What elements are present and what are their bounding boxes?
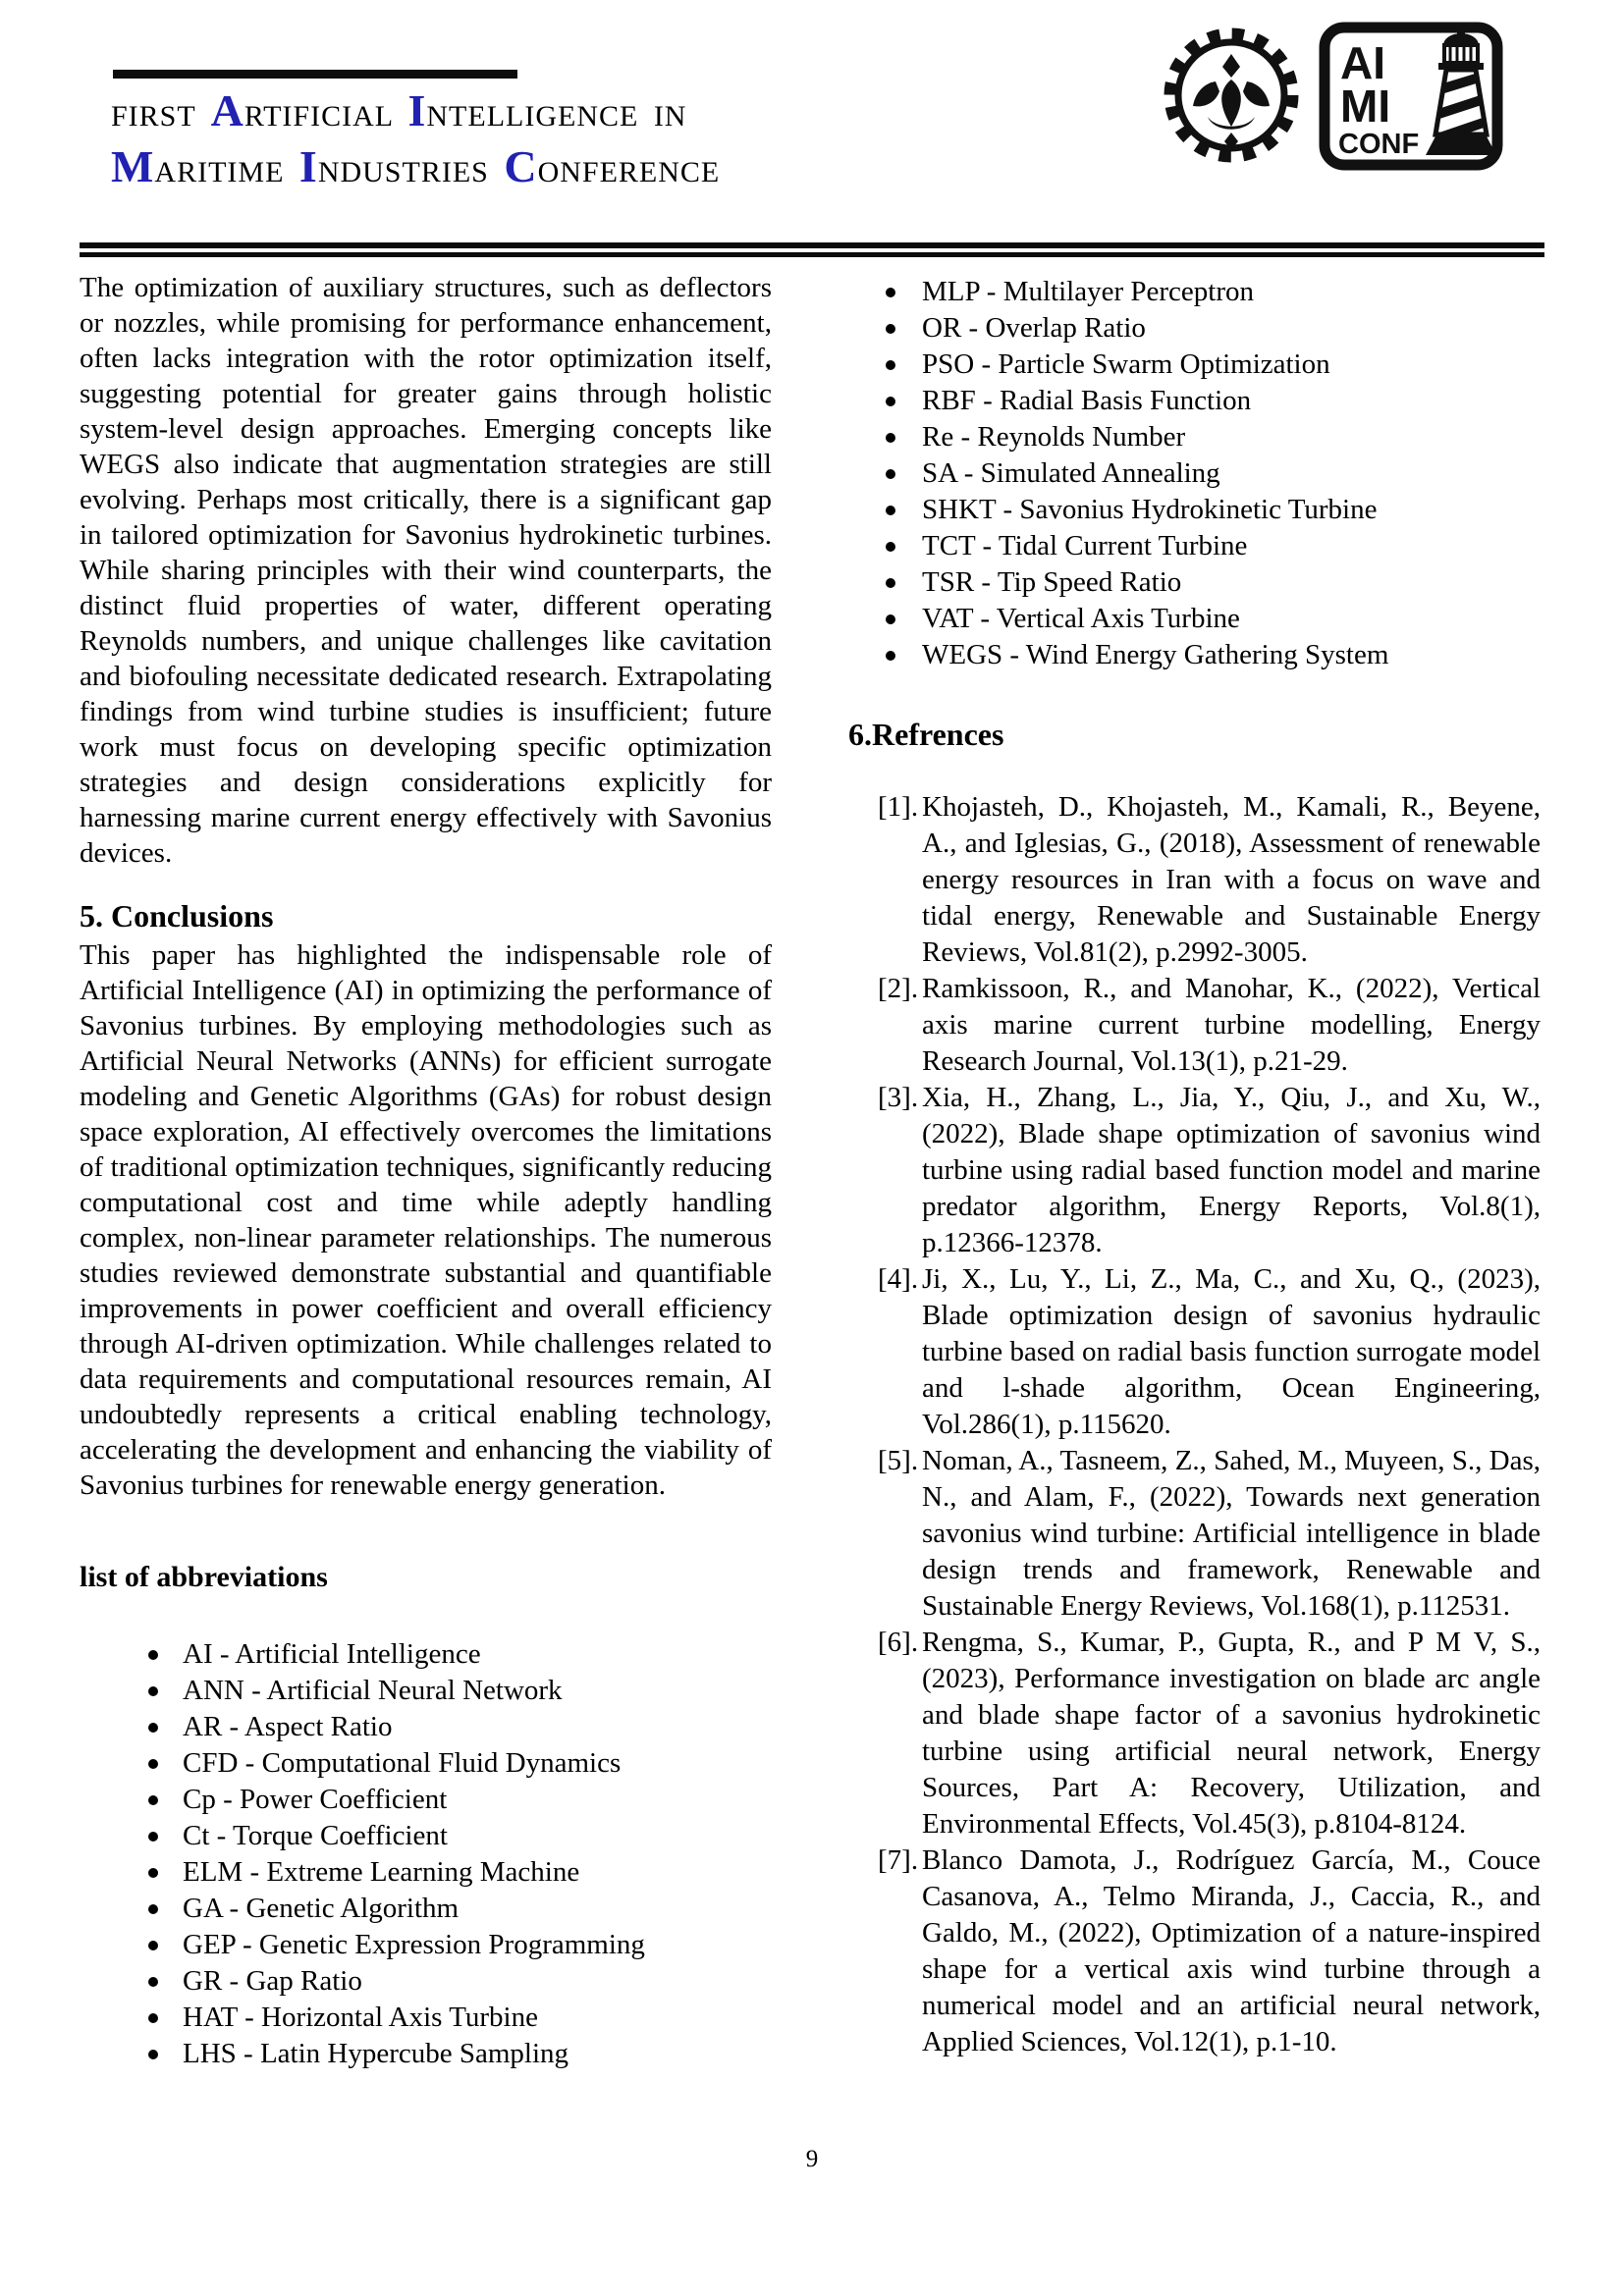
abbreviation-item	[80, 2036, 772, 2072]
abbreviation-text: MLP - Multilayer Perceptron	[922, 276, 1254, 307]
abbreviation-text: LHS - Latin Hypercube Sampling	[183, 2038, 569, 2069]
abbreviation-item	[80, 1891, 772, 1927]
abbreviation-text: SA - Simulated Annealing	[922, 457, 1220, 489]
title-initial: A	[210, 85, 244, 135]
conclusions-paragraph: This paper has highlighted the indispensable role of Artificial Intelligence (AI) in optimizing the performance of Savonius turbines. By employing methodologies such as Artificial Neural Networks (ANNs) for efficient surrogate modeling and Genetic Algorithms (GAs) for robust design space exploration, AI effectively overcomes the limitations of traditional optimization techniques, significantly reducing computational cost and time while adeptly handling complex, non-linear parameter relationships. The numerous studies reviewed demonstrate substantial and quantifiable improvements in power coefficient and overall efficiency through AI-driven optimization. While challenges related to data requirements and computational resources remain, AI undoubtedly represents a critical enabling technology, accelerating the development and enhancing the viability of Savonius turbines for renewable energy generation.	[80, 939, 772, 1501]
abbreviation-item	[80, 1745, 772, 1782]
reference-item	[848, 1443, 1541, 1625]
abbreviation-text: ELM - Extreme Learning Machine	[183, 1856, 580, 1888]
abbreviation-item	[80, 1818, 772, 1854]
reference-number: [4].	[878, 1263, 919, 1295]
reference-text: Ji, X., Lu, Y., Li, Z., Ma, C., and Xu, Q., (2023), Blade optimization design of savonius hydraulic turbine based on radial basis function surrogate model and l-shade algorithm, Ocean Engineering, Vol.286(1), p.115620.	[922, 1263, 1541, 1440]
bullet-icon	[886, 397, 895, 406]
left-column	[80, 270, 772, 2072]
bullet-icon	[886, 542, 895, 552]
divider-rule-top	[80, 242, 1544, 248]
abbreviation-item	[80, 1854, 772, 1891]
title-initial: C	[504, 141, 538, 191]
conference-title-line2	[111, 138, 720, 194]
reference-text: Xia, H., Zhang, L., Jia, Y., Qiu, J., and Xu, W., (2022), Blade shape optimization of savonius wind turbine using radial based function model and marine predator algorithm, Energy Reports, Vol.8(1), p.12366-12378.	[922, 1082, 1541, 1258]
abbreviation-item	[80, 1963, 772, 2000]
conference-title-line1	[111, 82, 720, 138]
reference-item	[848, 971, 1541, 1080]
abbreviation-text: SHKT - Savonius Hydrokinetic Turbine	[922, 494, 1378, 525]
page-number: 9	[805, 2146, 819, 2172]
abbreviation-text: AR - Aspect Ratio	[183, 1711, 393, 1742]
bullet-icon	[886, 288, 895, 297]
reference-item	[848, 1625, 1541, 1842]
references-heading: 6.Refrences	[848, 717, 1004, 752]
abbreviation-text: PSO - Particle Swarm Optimization	[922, 348, 1330, 380]
aimi-conf-logo-icon	[1319, 22, 1503, 171]
bullet-icon	[148, 2013, 158, 2023]
title-initial: I	[298, 141, 318, 191]
abbreviation-text: Re - Reynolds Number	[922, 421, 1186, 453]
abbreviation-text: HAT - Horizontal Axis Turbine	[183, 2002, 538, 2033]
reference-number: [2].	[878, 973, 919, 1004]
conference-title	[111, 82, 720, 194]
abbreviation-text: GEP - Genetic Expression Programming	[183, 1929, 645, 1960]
bullet-icon	[148, 1904, 158, 1914]
right-column	[848, 270, 1541, 2072]
abbreviation-item	[848, 383, 1541, 419]
reference-item	[848, 1080, 1541, 1261]
bullet-icon	[148, 1977, 158, 1987]
university-logo-icon	[1158, 22, 1305, 169]
abbreviation-item	[848, 274, 1541, 310]
reference-text: Khojasteh, D., Khojasteh, M., Kamali, R., Beyene, A., and Iglesias, G., (2018), Assessment of renewable energy resources in Iran with a focus on wave and tidal energy, Renewable and Sustainable Energy Reviews, Vol.81(2), p.2992-3005.	[922, 791, 1541, 968]
title-text: ONFERENCE	[537, 156, 721, 188]
reference-item	[848, 1261, 1541, 1443]
reference-text: Rengma, S., Kumar, P., Gupta, R., and P M V, S., (2023), Performance investigation on blade arc angle and blade shape factor of a savonius hydrokinetic turbine using artificial neural network, Energy Sources, Part A: Recovery, Utilization, and Environmental Effects, Vol.45(3), p.8104-8124.	[922, 1627, 1541, 1840]
title-initial: I	[407, 85, 427, 135]
abbreviation-text: OR - Overlap Ratio	[922, 312, 1146, 344]
reference-number: [6].	[878, 1627, 919, 1658]
references-list	[848, 789, 1541, 2060]
abbreviation-item	[848, 601, 1541, 637]
header-rule	[113, 70, 517, 79]
abbreviation-text: RBF - Radial Basis Function	[922, 385, 1252, 416]
reference-text: Ramkissoon, R., and Manohar, K., (2022), Vertical axis marine current turbine modelling, Energy Research Journal, Vol.13(1), p.21-29.	[922, 973, 1541, 1077]
abbreviation-text: VAT - Vertical Axis Turbine	[922, 603, 1240, 634]
bullet-icon	[148, 1686, 158, 1696]
title-text: FIRST	[111, 100, 211, 133]
title-text: NDUSTRIES	[317, 156, 505, 188]
bullet-icon	[148, 1723, 158, 1733]
title-initial: M	[111, 141, 155, 191]
abbreviation-text: WEGS - Wind Energy Gathering System	[922, 639, 1389, 670]
title-text: NTELLIGENCE IN	[426, 100, 687, 133]
abbreviation-text: TSR - Tip Speed Ratio	[922, 566, 1182, 598]
reference-item	[848, 789, 1541, 971]
lighthouse-icon	[1425, 29, 1503, 155]
abbreviation-text: GR - Gap Ratio	[183, 1965, 362, 1997]
abbreviation-item	[848, 455, 1541, 492]
abbreviation-item	[848, 310, 1541, 347]
reference-number: [7].	[878, 1844, 919, 1876]
bullet-icon	[886, 651, 895, 661]
abbreviation-item	[80, 1673, 772, 1709]
reference-item	[848, 1842, 1541, 2060]
bullet-icon	[886, 614, 895, 624]
title-text: ARITIME	[154, 156, 299, 188]
abbreviation-item	[848, 564, 1541, 601]
bullet-icon	[148, 1941, 158, 1950]
abbreviation-text: ANN - Artificial Neural Network	[183, 1675, 563, 1706]
abbreviation-text: Ct - Torque Coefficient	[183, 1820, 448, 1851]
two-column-body	[80, 270, 1544, 2072]
abbreviation-item	[80, 1636, 772, 1673]
abbreviation-item	[80, 1782, 772, 1818]
abbreviation-text: TCT - Tidal Current Turbine	[922, 530, 1248, 561]
aimi-logo-text-ai: AI	[1340, 37, 1385, 88]
bullet-icon	[148, 1650, 158, 1660]
bullet-icon	[148, 1795, 158, 1805]
bullet-icon	[886, 506, 895, 515]
abbreviation-item	[80, 1927, 772, 1963]
abbreviations-heading: list of abbreviations	[80, 1561, 328, 1593]
bullet-icon	[886, 469, 895, 479]
header-logos	[1158, 22, 1503, 171]
abbreviation-item	[848, 492, 1541, 528]
reference-text: Noman, A., Tasneem, Z., Sahed, M., Muyeen, S., Das, N., and Alam, F., (2022), Towards next generation savonius wind turbine: Artificial intelligence in blade design trends and framework, Renewable and Sustainable Energy Reviews, Vol.168(1), p.112531.	[922, 1445, 1541, 1622]
abbreviation-text: Cp - Power Coefficient	[183, 1784, 448, 1815]
title-text: RTIFICIAL	[244, 100, 408, 133]
abbreviations-list-right	[848, 274, 1541, 673]
bullet-icon	[886, 360, 895, 370]
abbreviation-item	[848, 347, 1541, 383]
conclusions-heading: 5. Conclusions	[80, 898, 274, 934]
reference-number: [5].	[878, 1445, 919, 1476]
reference-number: [1].	[878, 791, 919, 823]
bullet-icon	[148, 2050, 158, 2059]
intro-paragraph: The optimization of auxiliary structures, such as deflectors or nozzles, while promising for performance enhancement, often lacks integration with the rotor optimization itself, suggesting potential for greater gains through holistic system-level design approaches. Emerging concepts like WEGS also indicate that augmentation strategies are still evolving. Perhaps most critically, there is a significant gap in tailored optimization for Savonius hydrokinetic turbines. While sharing principles with their wind counterparts, the distinct fluid properties of water, different operating Reynolds numbers, and unique challenges like cavitation and biofouling necessitate dedicated research. Extrapolating findings from wind turbine studies is insufficient; future work must focus on developing specific optimization strategies and design considerations explicitly for harnessing marine current energy effectively with Savonius devices.	[80, 272, 772, 869]
bullet-icon	[148, 1759, 158, 1769]
abbreviation-item	[80, 1709, 772, 1745]
divider-rule-bottom	[80, 252, 1544, 257]
bullet-icon	[148, 1868, 158, 1878]
bullet-icon	[886, 578, 895, 588]
reference-number: [3].	[878, 1082, 919, 1113]
bullet-icon	[886, 324, 895, 334]
abbreviation-item	[848, 528, 1541, 564]
abbreviation-text: AI - Artificial Intelligence	[183, 1638, 481, 1670]
abbreviation-text: GA - Genetic Algorithm	[183, 1893, 460, 1924]
aimi-logo-text-conf: CONF	[1338, 129, 1420, 160]
reference-text: Blanco Damota, J., Rodríguez García, M., Couce Casanova, A., Telmo Miranda, J., Caccia, R., and Galdo, M., (2022), Optimization of a nature-inspired shape for a vertical axis wind turbine through a numerical model and an artificial neural network, Applied Sciences, Vol.12(1), p.1-10.	[922, 1844, 1541, 2057]
abbreviation-item	[80, 2000, 772, 2036]
aimi-logo-text-mi: MI	[1340, 80, 1391, 132]
bullet-icon	[886, 433, 895, 443]
abbreviation-text: CFD - Computational Fluid Dynamics	[183, 1747, 622, 1779]
abbreviation-item	[848, 419, 1541, 455]
bullet-icon	[148, 1832, 158, 1842]
abbreviations-list-left	[80, 1636, 772, 2072]
abbreviation-item	[848, 637, 1541, 673]
page-header	[80, 0, 1544, 242]
